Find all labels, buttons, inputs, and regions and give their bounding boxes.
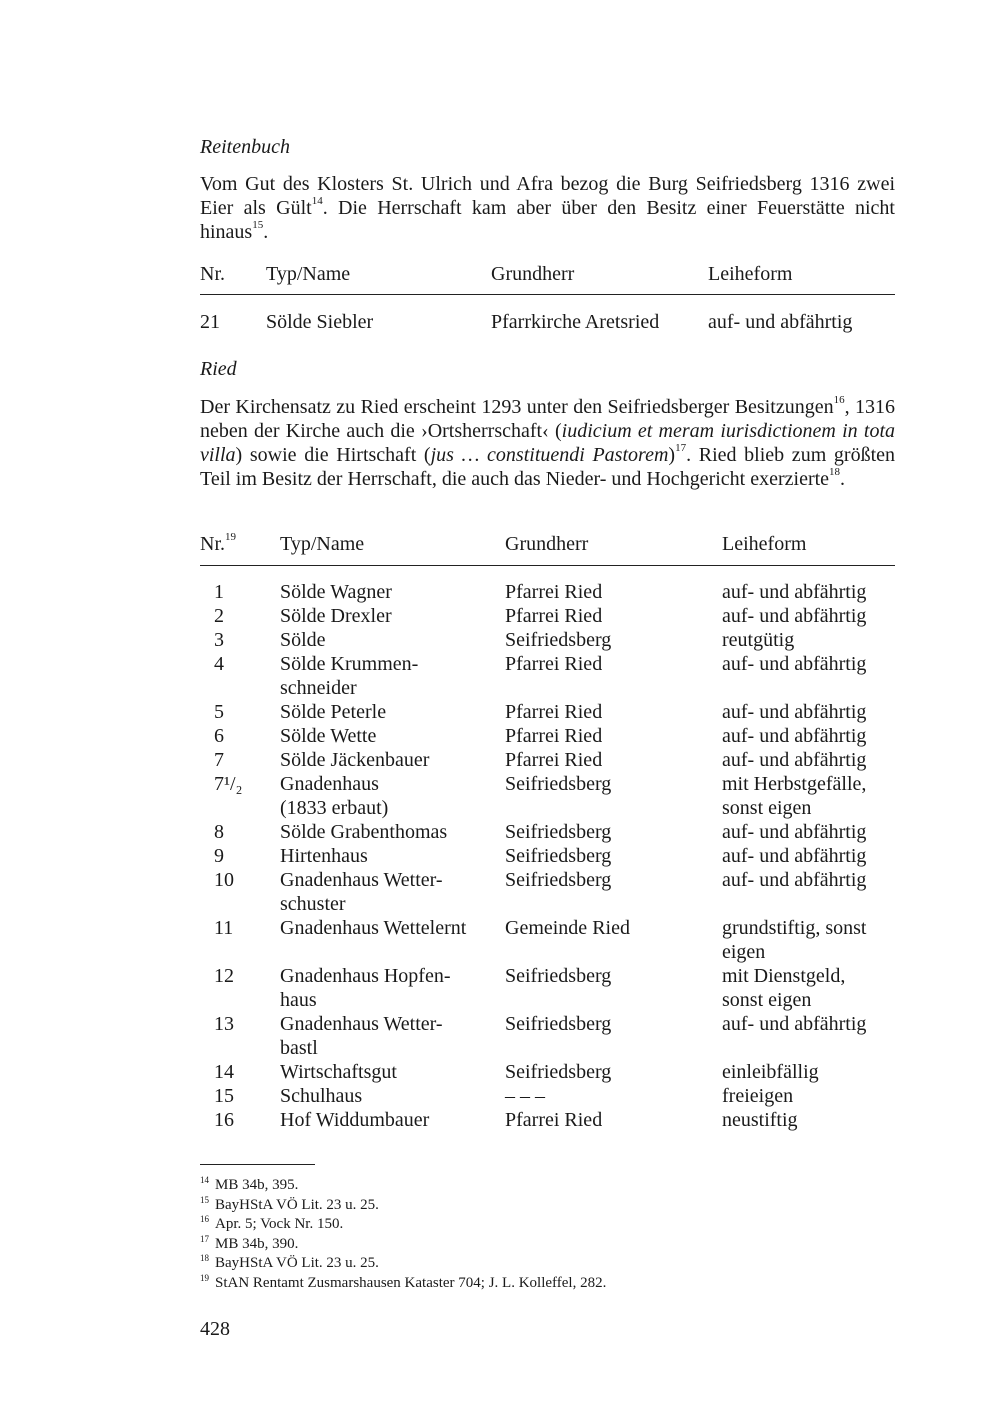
cell-leiheform: einleibfällig <box>722 1061 819 1083</box>
text-run: Vom Gut des Klosters St. Ulrich und Afra bezog die Burg Seifriedsberg 1316 zwei Eier als Gült <box>200 173 895 219</box>
text-run: . Ried blieb zum größten Teil im Besitz der Herrschaft, die auch das Nieder- und Hochgericht exerzierte <box>200 444 896 490</box>
footnote-text: MB 34b, 390. <box>215 1235 299 1252</box>
table-row <box>200 1060 895 1084</box>
table-row <box>200 916 895 964</box>
table-reitenbuch <box>200 262 895 334</box>
table-row <box>200 844 895 868</box>
cell-typ: Sölde Grabenthomas <box>280 821 448 843</box>
text-run: , 1316 neben der Kirche auch die ›Ortsherrschaft‹ ( <box>200 396 895 442</box>
cell-grundherr: Pfarrei Ried <box>505 749 603 771</box>
paragraph-reitenbuch <box>200 172 895 244</box>
cell-nr: 9 <box>214 845 224 867</box>
cell-nr: 2 <box>214 605 224 627</box>
footnote-text: Apr. 5; Vock Nr. 150. <box>215 1216 344 1232</box>
cell-nr: 4 <box>214 653 224 675</box>
footnote-separator <box>200 1164 315 1165</box>
text-run: . <box>263 221 269 243</box>
cell-nr: 5 <box>214 701 224 723</box>
cell-grundherr: Seifriedsberg <box>505 1061 612 1083</box>
footnote-ref: 17 <box>675 442 687 455</box>
cell-nr: 8 <box>214 821 224 843</box>
table-row <box>200 1084 895 1108</box>
col-header-typ: Typ/Name <box>280 533 365 555</box>
footnote-ref: 16 <box>833 394 845 407</box>
cell-typ: Sölde Wagner <box>280 581 392 603</box>
footnote <box>200 1254 606 1274</box>
cell-grundherr: Seifriedsberg <box>505 965 612 987</box>
cell-typ: Schulhaus <box>280 1085 363 1107</box>
cell-grundherr: Seifriedsberg <box>505 821 612 843</box>
footnote <box>200 1274 606 1294</box>
footnote-number: 17 <box>200 1233 209 1244</box>
col-header-grundherr: Grundherr <box>491 263 575 285</box>
cell-typ: Gnadenhaus Wetter- bastl <box>280 1013 443 1059</box>
section-heading-ried: Ried <box>200 358 237 380</box>
cell-grundherr: Pfarrei Ried <box>505 653 603 675</box>
footnote <box>200 1196 606 1216</box>
cell-leiheform: freieigen <box>722 1085 794 1107</box>
cell-nr: 13 <box>214 1013 234 1035</box>
table-row <box>200 724 895 748</box>
footnote <box>200 1215 606 1235</box>
footnote-number: 19 <box>200 1272 209 1283</box>
footnote <box>200 1235 606 1255</box>
table-header-row <box>200 262 895 286</box>
footnote-text: MB 34b, 395. <box>215 1177 299 1193</box>
text-run: . <box>840 468 846 490</box>
footnote-text: StAN Rentamt Zusmarshausen Kataster 704; J. L. Kolleffel, 282. <box>215 1274 607 1291</box>
cell-typ: Sölde Krummen- schneider <box>280 653 419 699</box>
table-row <box>200 868 895 916</box>
cell-leiheform: auf- und abfährtig <box>722 581 867 603</box>
cell-typ: Sölde Drexler <box>280 605 392 627</box>
cell-leiheform: auf- und abfährtig <box>722 1013 867 1035</box>
cell-grundherr: Pfarrei Ried <box>505 581 603 603</box>
cell-leiheform: mit Dienstgeld, sonst eigen <box>722 965 846 1011</box>
footnote-number: 14 <box>200 1175 209 1185</box>
col-header-grundherr: Grundherr <box>505 533 589 555</box>
table-row <box>200 1012 895 1060</box>
cell-leiheform: auf- und abfährtig <box>722 845 867 867</box>
cell-grundherr: Pfarrei Ried <box>505 701 603 723</box>
page-number: 428 <box>200 1318 230 1340</box>
cell-grundherr: Seifriedsberg <box>505 773 612 795</box>
footnote-text: BayHStA VÖ Lit. 23 u. 25. <box>215 1255 379 1271</box>
cell-leiheform: auf- und abfährtig <box>722 605 867 627</box>
cell-typ: Wirtschaftsgut <box>280 1061 397 1083</box>
footnote-ref: 19 <box>225 531 236 544</box>
table-row <box>200 964 895 1012</box>
cell-nr: 14 <box>214 1061 234 1083</box>
cell-typ: Sölde Wette <box>280 725 377 747</box>
table-header-rule <box>200 565 895 566</box>
cell-grundherr: Pfarrkirche Aretsried <box>491 311 660 333</box>
cell-leiheform: auf- und abfährtig <box>722 821 867 843</box>
cell-grundherr: Seifriedsberg <box>505 1013 612 1035</box>
cell-nr: 10 <box>214 869 234 891</box>
footnote-text: BayHStA VÖ Lit. 23 u. 25. <box>215 1196 379 1213</box>
footnote-number: 18 <box>200 1253 209 1263</box>
cell-typ: Gnadenhaus Hopfen- haus <box>280 965 451 1011</box>
cell-typ: Hirtenhaus <box>280 845 368 867</box>
table-row <box>200 700 895 724</box>
text-run: . Die Herrschaft kam aber über den Besitz einer Feuerstätte nicht hinaus <box>200 197 895 243</box>
col-header-typ: Typ/Name <box>266 263 351 285</box>
cell-nr: 7¹/₂ <box>214 773 243 795</box>
cell-typ: Hof Widdumbauer <box>280 1109 430 1131</box>
cell-grundherr: Pfarrei Ried <box>505 1109 603 1131</box>
cell-leiheform: mit Herbstgefälle, sonst eigen <box>722 773 867 819</box>
table-header-row <box>200 532 895 556</box>
cell-nr: 1 <box>214 581 224 603</box>
cell-grundherr: Pfarrei Ried <box>505 605 603 627</box>
cell-leiheform: auf- und abfährtig <box>722 701 867 723</box>
text-run: ) sowie die Hirtschaft ( <box>235 444 431 466</box>
table-row <box>200 748 895 772</box>
cell-grundherr: Seifriedsberg <box>505 629 612 651</box>
footnote-number: 15 <box>200 1194 209 1205</box>
footnote-number: 16 <box>200 1214 209 1224</box>
footnote-ref: 14 <box>311 195 323 208</box>
cell-grundherr: Gemeinde Ried <box>505 917 630 939</box>
text-run: Der Kirchensatz zu Ried erscheint 1293 unter den Seifriedsberger Besitzungen <box>200 396 834 418</box>
col-header-leiheform: Leiheform <box>722 533 807 555</box>
text-run: ) <box>668 444 676 466</box>
cell-typ: Gnadenhaus Wettelernt <box>280 917 467 939</box>
footnote <box>200 1176 606 1196</box>
cell-leiheform: reutgütig <box>722 629 795 651</box>
cell-leiheform: auf- und abfährtig <box>722 725 867 747</box>
cell-typ: Sölde Peterle <box>280 701 387 723</box>
cell-nr: 15 <box>214 1085 234 1107</box>
col-header-nr: Nr. <box>200 263 225 285</box>
table-row <box>200 1108 895 1132</box>
col-header-leiheform: Leiheform <box>708 263 793 285</box>
latin-quote: jus … constituendi Pastorem <box>430 444 669 466</box>
latin-quote: iudicium et meram iurisdictionem in tota villa <box>200 420 895 466</box>
col-header-nr <box>200 532 280 556</box>
cell-grundherr: Seifriedsberg <box>505 869 612 891</box>
cell-typ: Sölde Siebler <box>266 311 374 333</box>
footnote-ref: 15 <box>252 219 264 232</box>
cell-nr: 21 <box>200 311 220 333</box>
cell-nr: 16 <box>214 1109 234 1131</box>
header-text: Nr. <box>200 533 225 555</box>
cell-typ: Gnadenhaus (1833 erbaut) <box>280 773 389 819</box>
table-ried <box>200 532 895 1132</box>
cell-leiheform: auf- und abfährtig <box>708 311 853 333</box>
table-row <box>200 652 895 700</box>
table-row <box>200 772 895 820</box>
cell-nr: 6 <box>214 725 224 747</box>
cell-typ: Sölde <box>280 629 326 651</box>
cell-grundherr: – – – <box>505 1085 545 1107</box>
cell-nr: 7 <box>214 749 224 771</box>
paragraph-ried <box>200 395 895 491</box>
cell-leiheform: neustiftig <box>722 1109 798 1131</box>
cell-typ: Gnadenhaus Wetter- schuster <box>280 869 443 915</box>
cell-grundherr: Seifriedsberg <box>505 845 612 867</box>
footnotes <box>200 1176 606 1293</box>
cell-leiheform: auf- und abfährtig <box>722 749 867 771</box>
table-row <box>200 820 895 844</box>
table-row <box>200 580 895 604</box>
footnote-ref: 18 <box>829 466 841 479</box>
table-row <box>200 604 895 628</box>
section-heading-reitenbuch: Reitenbuch <box>200 136 290 158</box>
cell-nr: 3 <box>214 629 224 651</box>
cell-grundherr: Pfarrei Ried <box>505 725 603 747</box>
cell-leiheform: auf- und abfährtig <box>722 869 867 891</box>
cell-nr: 11 <box>214 917 234 939</box>
table-row <box>200 310 895 334</box>
table-row <box>200 628 895 652</box>
cell-typ: Sölde Jäckenbauer <box>280 749 430 771</box>
cell-leiheform: auf- und abfährtig <box>722 653 867 675</box>
cell-leiheform: grundstiftig, sonst eigen <box>722 917 867 963</box>
cell-nr: 12 <box>214 965 234 987</box>
table-header-rule <box>200 294 895 295</box>
